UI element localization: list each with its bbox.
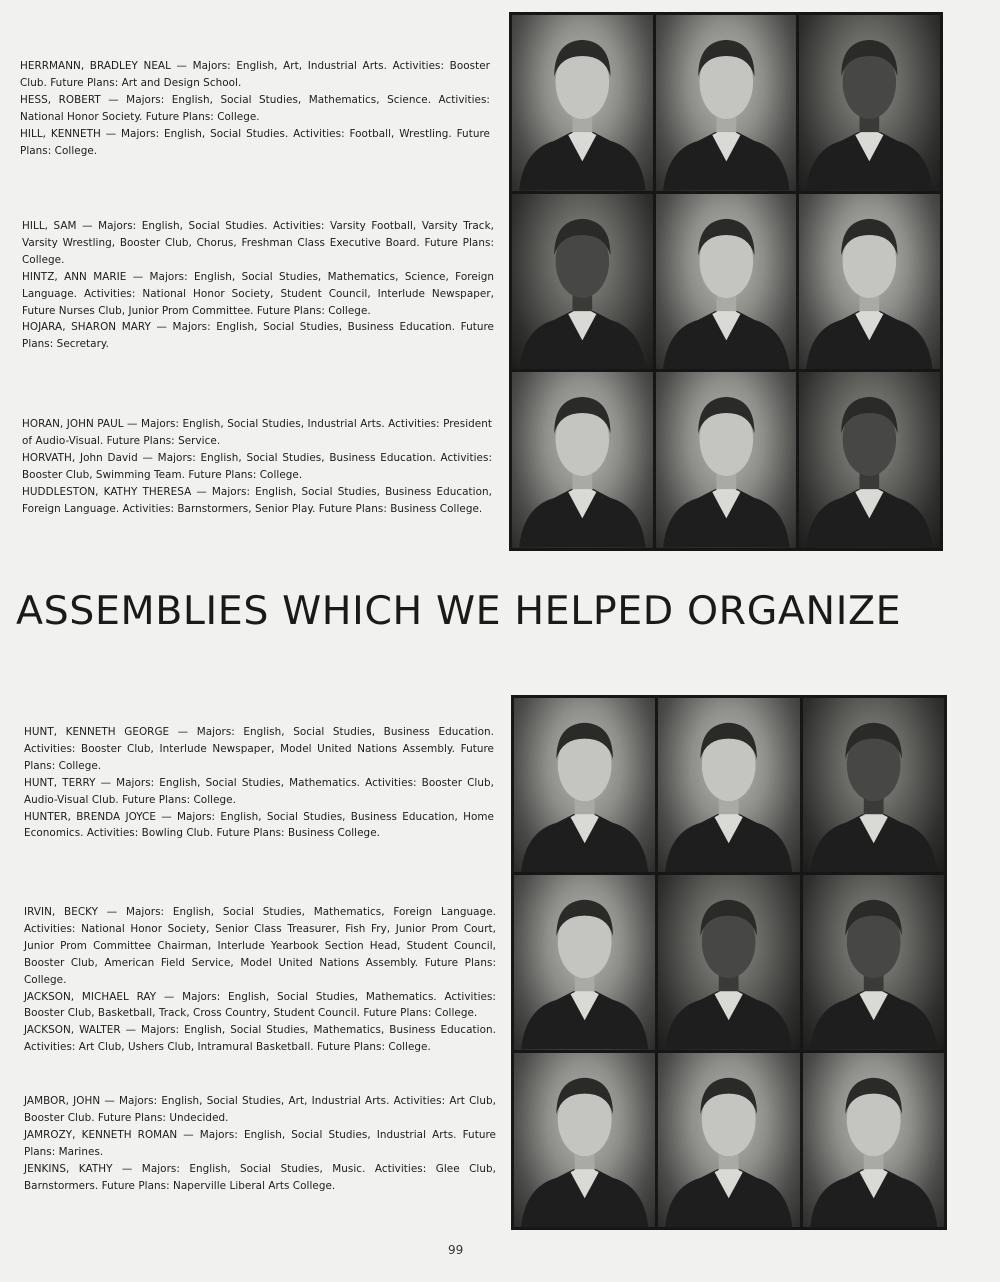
portrait-photo-jamrozy (658, 1053, 799, 1227)
portrait-photo-hill-kenneth (799, 15, 940, 191)
student-entry-horvath: HORVATH, John David — Majors: English, Social Studies, Business Education. Activities: Booster Club, Swimming Team. Future Plans: College. (22, 451, 492, 481)
portrait-silhouette (803, 1053, 944, 1227)
portrait-photo-jackson-walter (803, 875, 944, 1049)
bio-block-horan-horvath-huddleston (22, 416, 492, 517)
portrait-silhouette (799, 15, 940, 191)
portrait-photo-jackson-michael (658, 875, 799, 1049)
student-entry-jackson-walter: JACKSON, WALTER — Majors: English, Social Studies, Mathematics, Business Education. Activities: Art Club, Ushers Club, Intramural Basketball. Future Plans: College. (24, 1024, 496, 1054)
portrait-silhouette (512, 194, 653, 370)
portrait-silhouette (656, 194, 797, 370)
student-entry-jackson-michael: JACKSON, MICHAEL RAY — Majors: English, Social Studies, Mathematics. Activities: Booster Club, Basketball, Track, Cross Country, Student Council. Future Plans: College. (24, 990, 496, 1020)
portrait-silhouette (512, 15, 653, 191)
portrait-grid-top (509, 12, 943, 551)
portrait-silhouette (656, 15, 797, 191)
student-entry-hess: HESS, ROBERT — Majors: English, Social Studies, Mathematics, Science. Activities: National Honor Society. Future Plans: College. (20, 93, 490, 123)
student-entry-jambor: JAMBOR, JOHN — Majors: English, Social Studies, Art, Industrial Arts. Activities: Art Club, Booster Club. Future Plans: Undecided. (24, 1095, 496, 1124)
portrait-silhouette (512, 372, 653, 548)
bio-block-hill-hintz-hojara (22, 218, 494, 353)
portrait-photo-hunter (803, 698, 944, 872)
page-number: 99 (448, 1243, 464, 1257)
student-entry-hill-sam: HILL, SAM — Majors: English, Social Studies. Activities: Varsity Football, Varsity Track, Varsity Wrestling, Booster Club, Chorus, Freshman Class Executive Board. Future Plans: College. (22, 220, 494, 266)
portrait-silhouette (803, 875, 944, 1049)
portrait-photo-hintz (656, 194, 797, 370)
portrait-silhouette (514, 698, 655, 872)
portrait-photo-huddleston (799, 372, 940, 548)
portrait-photo-horvath (656, 372, 797, 548)
student-entry-jenkins: JENKINS, KATHY — Majors: English, Social Studies, Music. Activities: Glee Club, Barnstormers. Future Plans: Naperville Liberal Arts College. (24, 1162, 496, 1192)
student-entry-hojara: HOJARA, SHARON MARY — Majors: English, Social Studies, Business Education. Future Plans: Secretary. (22, 321, 494, 351)
bio-block-hunt-hunt-hunter (24, 724, 494, 842)
portrait-silhouette (658, 1053, 799, 1227)
student-entry-irvin: IRVIN, BECKY — Majors: English, Social Studies, Mathematics, Foreign Language. Activities: National Honor Society, Senior Class Treasurer, Fish Fry, Junior Prom Court, Junior Prom Committee Chairman, Interlude Yearbook Section Head, Student Council, Booster Club, American Field Service, Model United Nations Assembly. Future Plans: College. (24, 906, 496, 986)
portrait-silhouette (803, 698, 944, 872)
student-entry-huddleston: HUDDLESTON, KATHY THERESA — Majors: English, Social Studies, Business Education, Foreign Language. Activities: Barnstormers, Senior Play. Future Plans: Business College. (22, 485, 492, 515)
student-entry-hintz: HINTZ, ANN MARIE — Majors: English, Social Studies, Mathematics, Science, Foreign Language. Activities: National Honor Society, Student Council, Interlude Newspaper, Future Nurses Club, Junior Prom Committee. Future Plans: College. (22, 270, 494, 317)
portrait-silhouette (514, 875, 655, 1049)
bio-block-jambor-jamrozy-jenkins (24, 1093, 496, 1194)
student-entry-hunt-terry: HUNT, TERRY — Majors: English, Social Studies, Mathematics. Activities: Booster Club, Audio-Visual Club. Future Plans: College. (24, 776, 494, 806)
portrait-grid-bottom (511, 695, 947, 1230)
student-entry-horan: HORAN, JOHN PAUL — Majors: English, Social Studies, Industrial Arts. Activities: President of Audio-Visual. Future Plans: Service. (22, 418, 492, 447)
portrait-photo-herrmann (512, 15, 653, 191)
student-entry-hunter: HUNTER, BRENDA JOYCE — Majors: English, Social Studies, Business Education, Home Economics. Activities: Bowling Club. Future Plans: Business College. (24, 810, 494, 840)
portrait-silhouette (658, 875, 799, 1049)
portrait-photo-irvin (514, 875, 655, 1049)
student-entry-jamrozy: JAMROZY, KENNETH ROMAN — Majors: English, Social Studies, Industrial Arts. Future Plans: Marines. (24, 1128, 496, 1158)
portrait-silhouette (656, 372, 797, 548)
portrait-silhouette (658, 698, 799, 872)
student-entry-hill-kenneth: HILL, KENNETH — Majors: English, Social Studies. Activities: Football, Wrestling. Future Plans: College. (20, 127, 490, 157)
portrait-photo-hill-sam (512, 194, 653, 370)
portrait-photo-hess (656, 15, 797, 191)
portrait-photo-horan (512, 372, 653, 548)
student-entry-hunt-kenneth: HUNT, KENNETH GEORGE — Majors: English, Social Studies, Business Education. Activities: Booster Club, Interlude Newspaper, Model United Nations Assembly. Future Plans: College. (24, 726, 494, 772)
section-headline: ASSEMBLIES WHICH WE HELPED ORGANIZE (16, 588, 902, 634)
bio-block-herrmann-hess-hill (20, 58, 490, 159)
portrait-silhouette (799, 194, 940, 370)
portrait-silhouette (799, 372, 940, 548)
portrait-photo-jambor (514, 1053, 655, 1227)
portrait-photo-hunt-terry (658, 698, 799, 872)
student-entry-herrmann: HERRMANN, BRADLEY NEAL — Majors: English, Art, Industrial Arts. Activities: Booster Club. Future Plans: Art and Design School. (20, 60, 490, 89)
portrait-photo-jenkins (803, 1053, 944, 1227)
bio-block-irvin-jackson-jackson (24, 904, 496, 1056)
portrait-photo-hojara (799, 194, 940, 370)
portrait-photo-hunt-kenneth (514, 698, 655, 872)
portrait-silhouette (514, 1053, 655, 1227)
